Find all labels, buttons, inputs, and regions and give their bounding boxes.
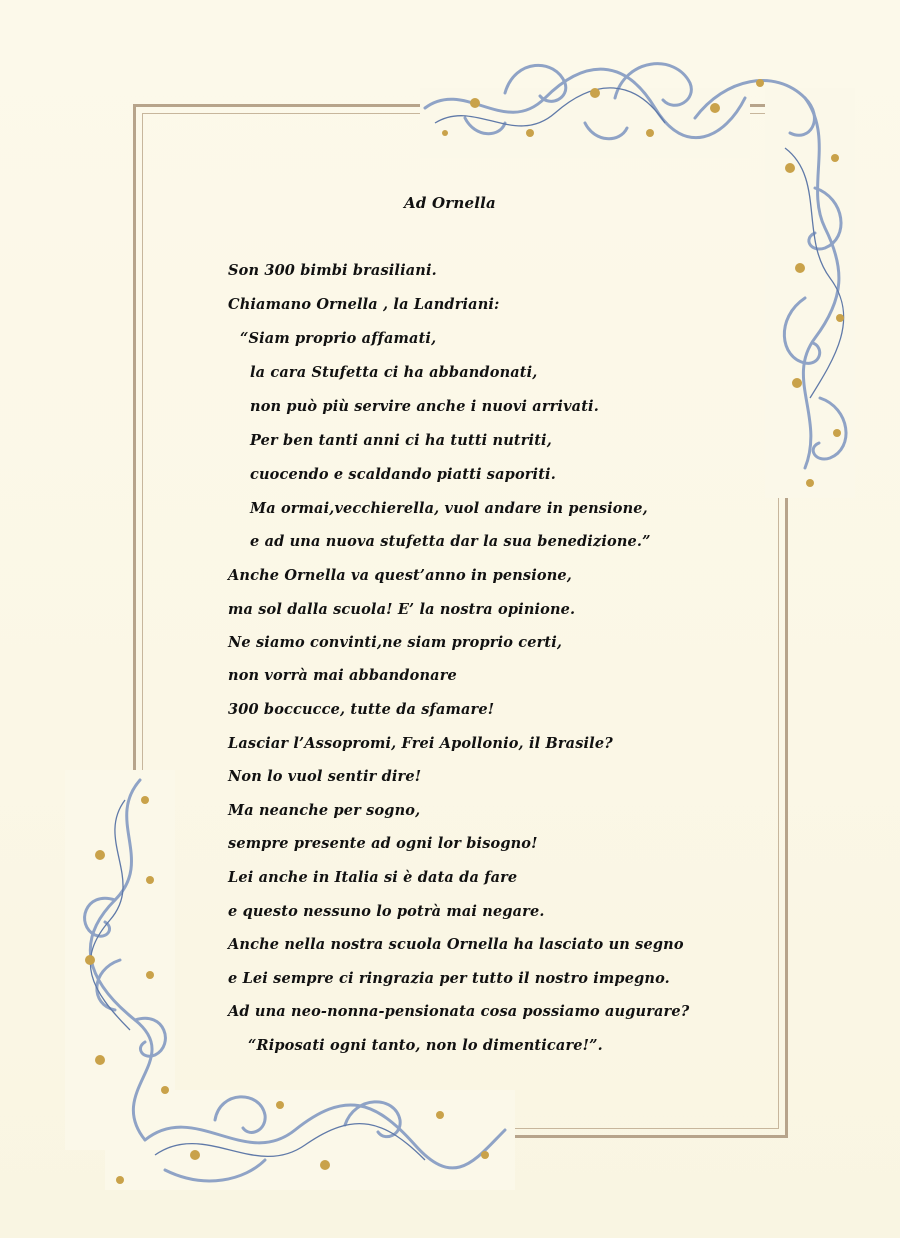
poem-line: ma sol dalla scuola! E’ la nostra opinione. (228, 601, 576, 618)
poem-line: sempre presente ad ogni lor bisogno! (228, 835, 538, 852)
poem-title: Ad Ornella (404, 194, 496, 212)
poem-line: e questo nessuno lo potrà mai negare. (228, 903, 545, 920)
poem-line: Ne siamo convinti,ne siam proprio certi, (228, 634, 563, 651)
poem-line: Non lo vuol sentir dire! (228, 768, 422, 785)
poem-line: Ad una neo-nonna-pensionata cosa possiamo augurare? (228, 1003, 690, 1020)
poem-line: Lei anche in Italia si è data da fare (228, 869, 518, 886)
poem-line: Lasciar l’Assopromi, Frei Apollonio, il Brasile? (228, 735, 613, 752)
poem-line: cuocendo e scaldando piatti saporiti. (250, 466, 556, 483)
poem-line: “Riposati ogni tanto, non lo dimenticare!”. (248, 1037, 603, 1054)
poem-line: non vorrà mai abbandonare (228, 667, 457, 684)
poem-line: Ma ormai,vecchierella, vuol andare in pensione, (250, 500, 648, 517)
poem-line: Anche Ornella va quest’anno in pensione, (228, 567, 572, 584)
poem-line: Son 300 bimbi brasiliani. (228, 262, 437, 279)
poem-line: “Siam proprio affamati, (240, 330, 437, 347)
poem-line: Ma neanche per sogno, (228, 802, 421, 819)
poem-line: 300 boccucce, tutte da sfamare! (228, 701, 495, 718)
poem-line: e Lei sempre ci ringrazia per tutto il nostro impegno. (228, 970, 670, 987)
poem-line: la cara Stufetta ci ha abbandonati, (250, 364, 538, 381)
poem-line: Anche nella nostra scuola Ornella ha lasciato un segno (228, 936, 684, 953)
poem-line: e ad una nuova stufetta dar la sua benedizione.” (250, 533, 651, 550)
poem-line: non può più servire anche i nuovi arrivati. (250, 398, 599, 415)
poem-line: Chiamano Ornella , la Landriani: (228, 296, 500, 313)
poem-line: Per ben tanti anni ci ha tutti nutriti, (250, 432, 552, 449)
